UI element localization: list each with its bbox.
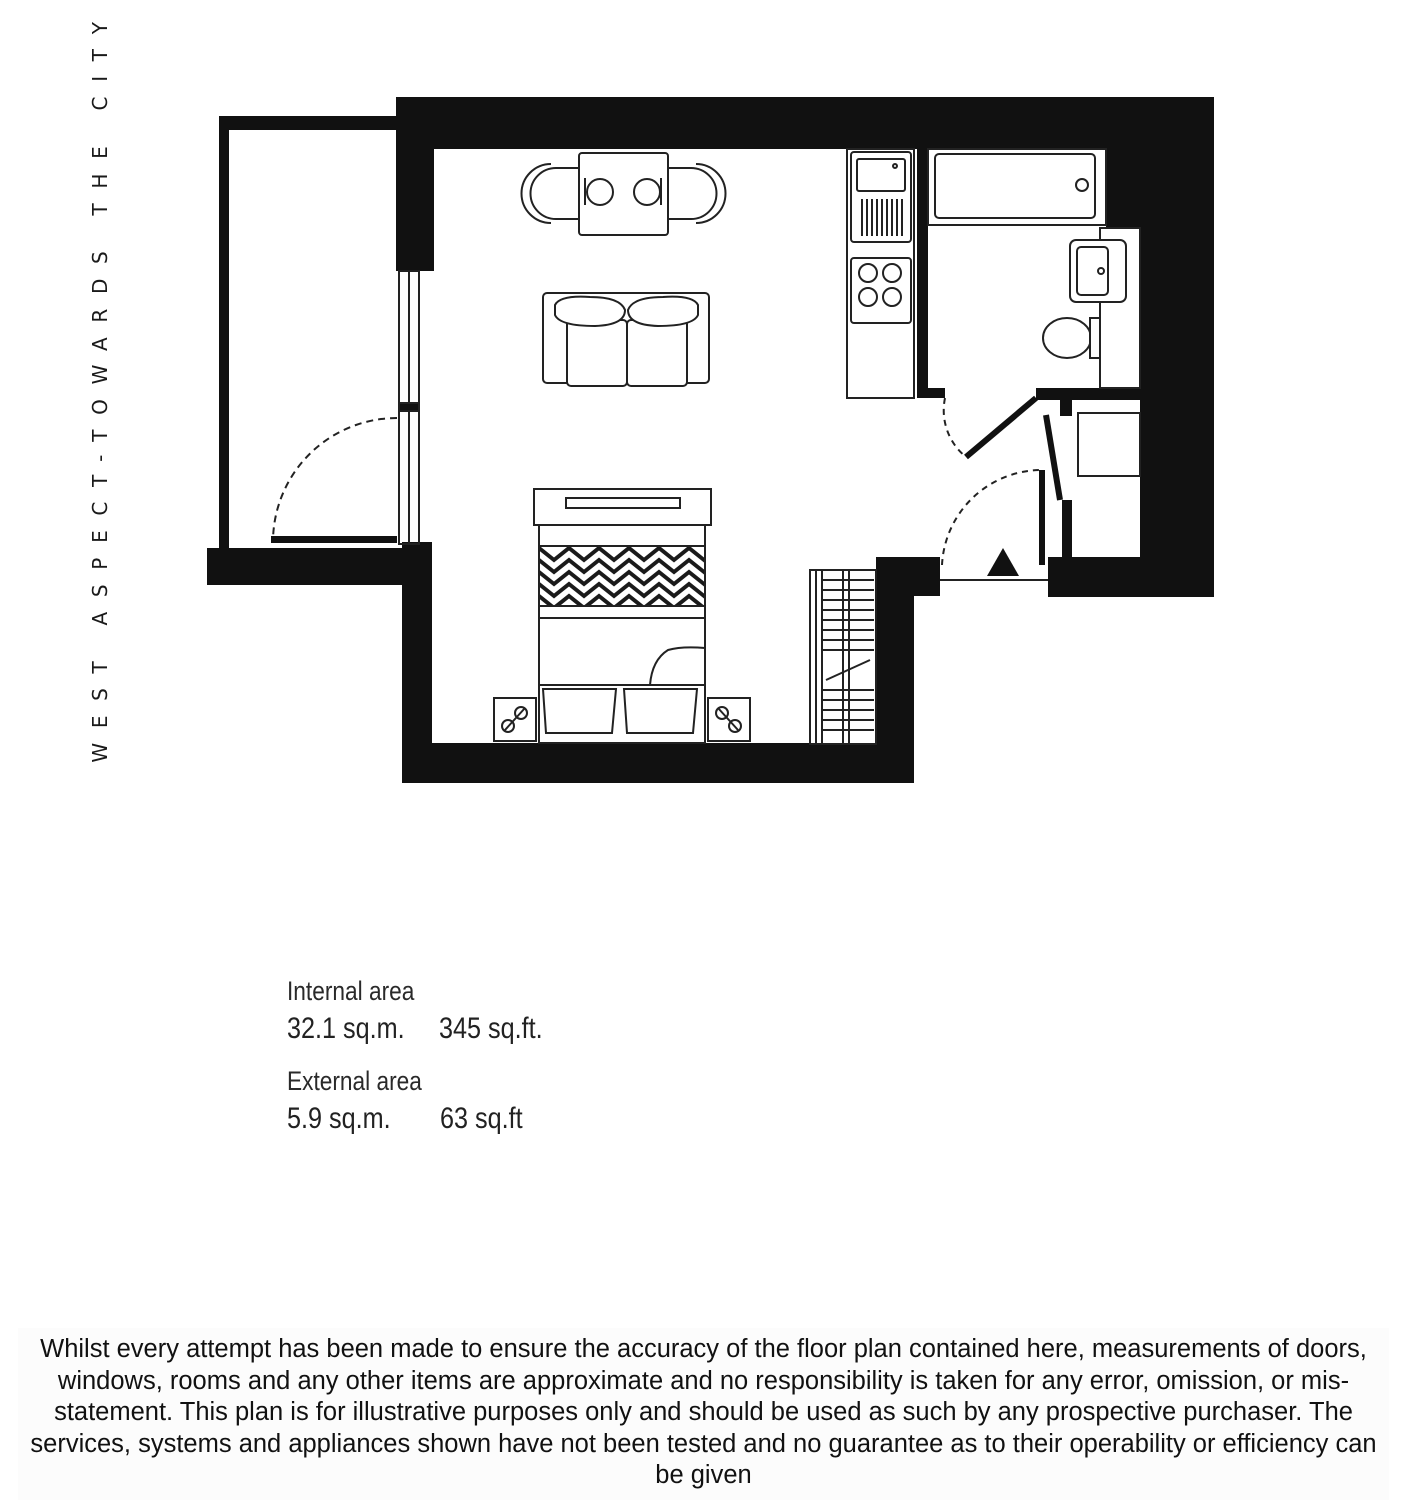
internal-area-sqft: 345 sq.ft. bbox=[439, 1012, 543, 1045]
internal-area-values bbox=[287, 1012, 543, 1052]
balcony-doors bbox=[271, 271, 419, 544]
entrance-arrow bbox=[987, 548, 1019, 576]
closet-divider bbox=[1060, 400, 1072, 416]
external-area-sqm: 5.9 sq.m. bbox=[287, 1102, 391, 1135]
disclaimer: Whilst every attempt has been made to ensure the accuracy of the floor plan contained here, measurements of doors, windows, rooms and any other items are approximate and no responsibility is taken for any error, omission, or mis-statement. This plan is for illustrative purposes only and should be used as such by any prospective purchaser. The services, systems and appliances shown have not been tested and no guarantee as to their operability or efficiency can be given bbox=[18, 1328, 1389, 1500]
dining-table bbox=[522, 153, 726, 235]
balcony-bottom-wall bbox=[207, 548, 432, 585]
balcony-left-wall bbox=[219, 116, 229, 556]
bottom-right-wall bbox=[1048, 557, 1214, 597]
internal-area-sqm: 32.1 sq.m. bbox=[287, 1012, 405, 1045]
bathroom-bottom-wall bbox=[917, 388, 945, 398]
right-wall-lower bbox=[1140, 200, 1214, 597]
external-area-sqft: 63 sq.ft bbox=[440, 1102, 523, 1135]
bed bbox=[494, 489, 750, 743]
closet-wall bbox=[1062, 500, 1072, 560]
external-area-label: External area bbox=[287, 1066, 422, 1096]
kitchen bbox=[847, 149, 914, 398]
wardrobe bbox=[810, 570, 876, 744]
external-area bbox=[287, 1066, 523, 1142]
aspect-label: WEST ASPECT-TOWARDS THE CITY bbox=[88, 7, 112, 763]
internal-area bbox=[287, 976, 543, 1052]
bathroom-left-wall bbox=[917, 149, 928, 397]
internal-area-label: Internal area bbox=[287, 976, 415, 1006]
top-wall bbox=[396, 97, 1214, 149]
external-area-values bbox=[287, 1102, 523, 1142]
bottom-wall bbox=[402, 743, 914, 783]
interior-doors bbox=[940, 398, 1140, 580]
sofa bbox=[543, 293, 709, 386]
left-upper-wall bbox=[396, 97, 434, 271]
balcony-top-wall bbox=[219, 116, 396, 130]
bathroom-bottom-wall-right bbox=[1036, 388, 1146, 400]
